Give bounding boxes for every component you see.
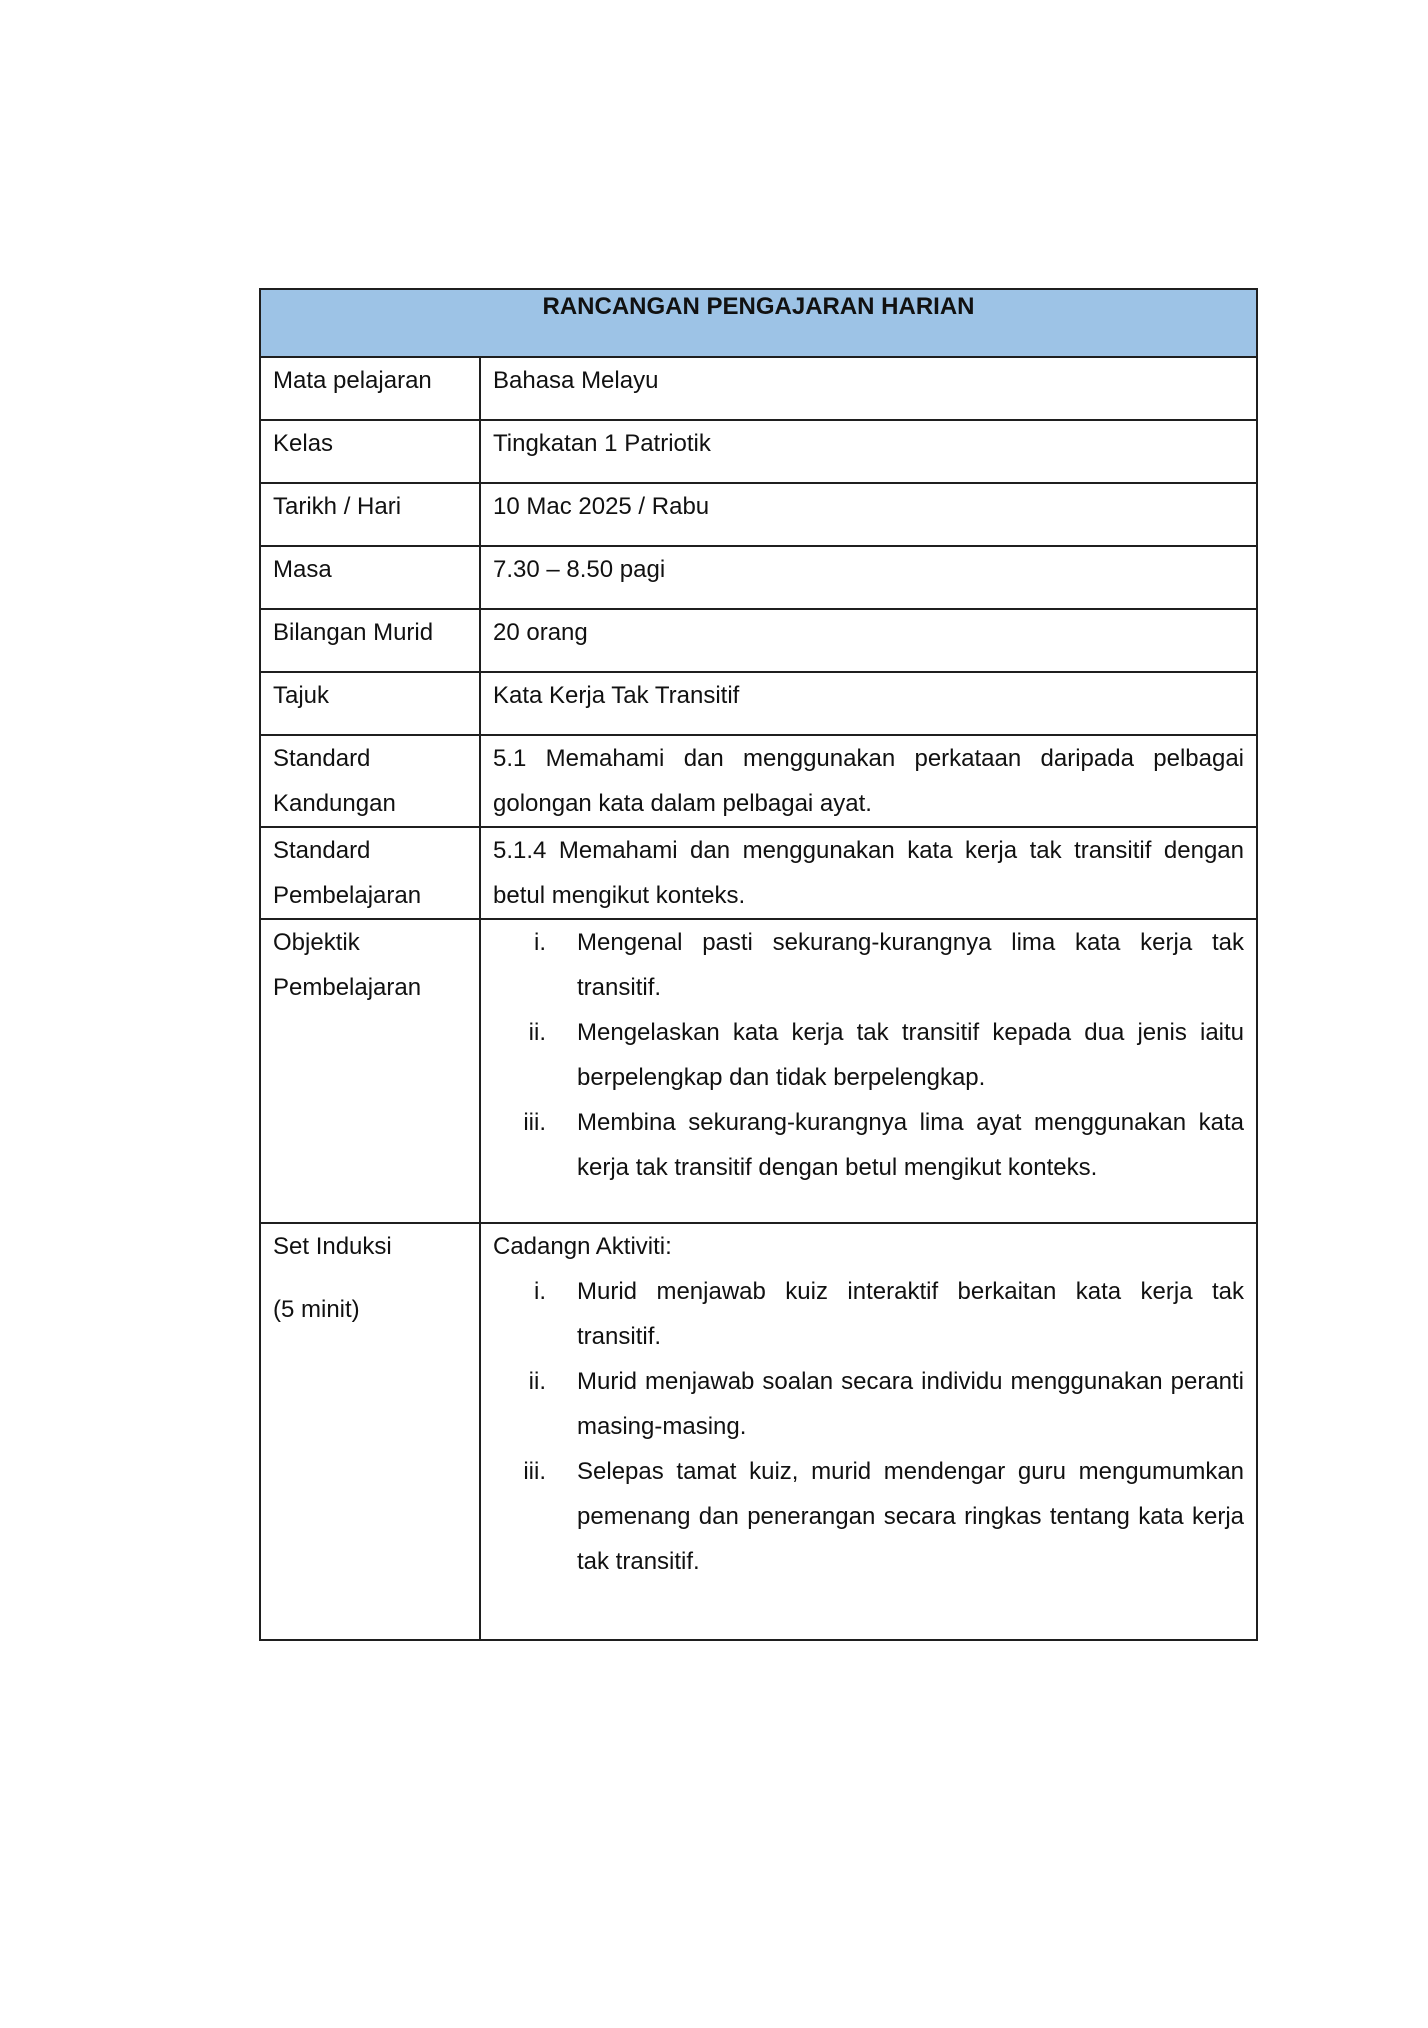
list-number: iii. <box>523 1458 546 1485</box>
row-label <box>260 1223 480 1640</box>
label-line: Kandungan <box>273 790 396 817</box>
standard-kandungan-value: 5.1 Memahami dan menggunakan perkataan daripada pelbagai golongan kata dalam pelbagai ayat. <box>480 735 1257 827</box>
list-number: i. <box>534 929 546 956</box>
row-value: Tingkatan 1 Patriotik <box>480 420 1257 483</box>
table-row <box>260 357 1257 420</box>
standard-pembelajaran-row <box>260 827 1257 919</box>
list-item <box>493 1449 1244 1584</box>
activity-list <box>493 1269 1244 1584</box>
set-induksi-row <box>260 1223 1257 1640</box>
activity-heading: Cadangn Aktiviti: <box>493 1233 672 1260</box>
row-label: Masa <box>260 546 480 609</box>
row-label: Tarikh / Hari <box>260 483 480 546</box>
row-label: Bilangan Murid <box>260 609 480 672</box>
table-row <box>260 483 1257 546</box>
table-header-row <box>260 289 1257 357</box>
list-text: Mengelaskan kata kerja tak transitif kepada dua jenis iaitu berpelengkap dan tidak berpelengkap. <box>577 1019 1245 1091</box>
label-line: Objektik <box>273 929 360 956</box>
table-row <box>260 420 1257 483</box>
list-item <box>493 920 1244 1010</box>
objektif-list-cell <box>480 919 1257 1223</box>
lesson-plan-table <box>259 288 1258 1641</box>
list-item <box>493 1359 1244 1449</box>
label-line: Standard <box>273 837 371 864</box>
objektif-row <box>260 919 1257 1223</box>
standard-kandungan-row <box>260 735 1257 827</box>
table-title: RANCANGAN PENGAJARAN HARIAN <box>260 289 1257 357</box>
label-line: Pembelajaran <box>273 882 422 909</box>
list-text: Murid menjawab kuiz interaktif berkaitan kata kerja tak transitif. <box>577 1278 1245 1350</box>
row-value: Kata Kerja Tak Transitif <box>480 672 1257 735</box>
table-row <box>260 609 1257 672</box>
row-value: 7.30 – 8.50 pagi <box>480 546 1257 609</box>
row-label <box>260 827 480 919</box>
duration-label: (5 minit) <box>273 1296 360 1323</box>
row-value: Bahasa Melayu <box>480 357 1257 420</box>
row-value: 10 Mac 2025 / Rabu <box>480 483 1257 546</box>
row-label <box>260 735 480 827</box>
list-text: Membina sekurang-kurangnya lima ayat menggunakan kata kerja tak transitif dengan betul mengikut konteks. <box>577 1109 1245 1181</box>
label-line: Pembelajaran <box>273 974 422 1001</box>
row-label: Mata pelajaran <box>260 357 480 420</box>
table-row <box>260 546 1257 609</box>
label-line: Set Induksi <box>273 1233 392 1260</box>
list-number: iii. <box>523 1109 546 1136</box>
list-text: Murid menjawab soalan secara individu menggunakan peranti masing-masing. <box>577 1368 1245 1440</box>
row-label: Tajuk <box>260 672 480 735</box>
row-label <box>260 919 480 1223</box>
list-item <box>493 1100 1244 1190</box>
list-item <box>493 1010 1244 1100</box>
list-item <box>493 1269 1244 1359</box>
list-text: Selepas tamat kuiz, murid mendengar guru mengumumkan pemenang dan penerangan secara ringkas tentang kata kerja tak transitif. <box>577 1458 1245 1575</box>
list-number: i. <box>534 1278 546 1305</box>
standard-pembelajaran-value: 5.1.4 Memahami dan menggunakan kata kerja tak transitif dengan betul mengikut konteks. <box>480 827 1257 919</box>
list-text: Mengenal pasti sekurang-kurangnya lima kata kerja tak transitif. <box>577 929 1245 1001</box>
list-number: ii. <box>528 1019 546 1046</box>
list-number: ii. <box>528 1368 546 1395</box>
row-value: 20 orang <box>480 609 1257 672</box>
table-row <box>260 672 1257 735</box>
objektif-list <box>493 920 1244 1190</box>
label-line: Standard <box>273 745 371 772</box>
set-induksi-cell <box>480 1223 1257 1640</box>
row-label: Kelas <box>260 420 480 483</box>
